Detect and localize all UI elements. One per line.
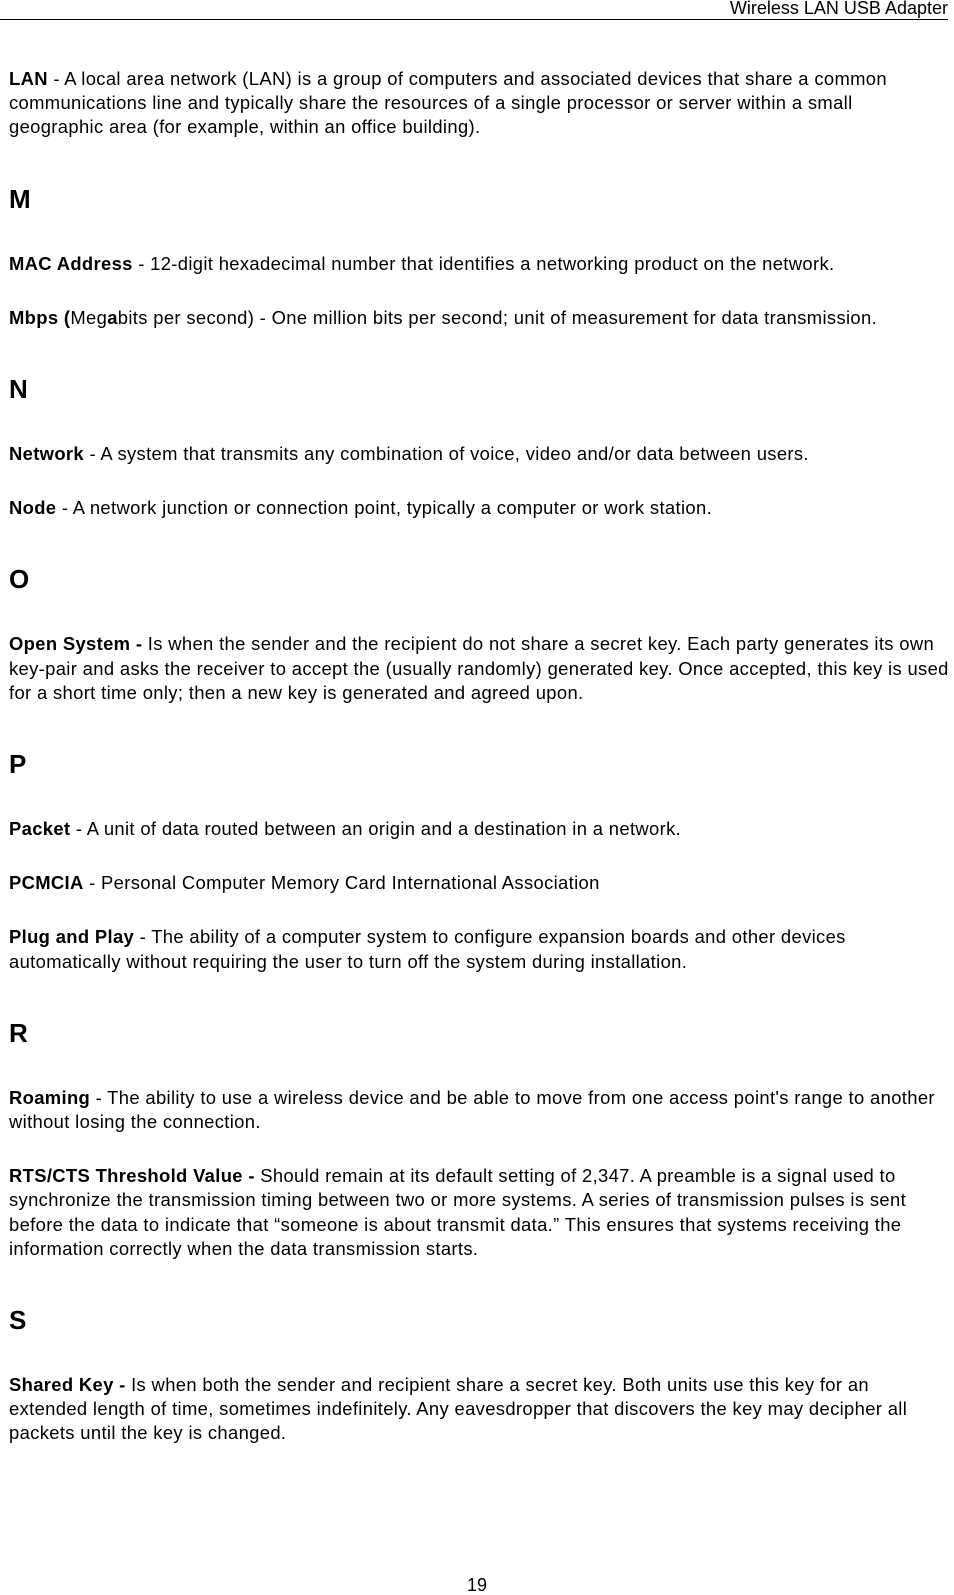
glossary-term: RTS/CTS Threshold Value -	[9, 1165, 261, 1187]
glossary-entry-open-system	[9, 632, 949, 705]
section-letter-p: P	[9, 749, 27, 780]
glossary-term: Plug and Play	[9, 926, 135, 948]
section-letter-n: N	[9, 374, 29, 405]
section-letter-s: S	[9, 1305, 27, 1336]
glossary-entry-network	[9, 442, 949, 466]
glossary-entry-node	[9, 496, 949, 520]
glossary-content	[9, 67, 949, 1476]
glossary-term: Packet	[9, 818, 71, 840]
glossary-definition: - A local area network (LAN) is a group of computers and associated devices that share a common communications line and typically share the resources of a single processor or server within a small geographic area (for example, within an office building).	[9, 68, 887, 138]
glossary-definition: - A network junction or connection point, typically a computer or work station.	[56, 497, 713, 519]
glossary-entry-mbps	[9, 306, 949, 330]
glossary-term: Shared Key -	[9, 1374, 132, 1396]
section-letter-m: M	[9, 183, 32, 214]
glossary-definition: bits per second) - One million bits per second; unit of measurement for data transmission.	[117, 306, 878, 328]
glossary-term: Open System -	[9, 633, 148, 655]
glossary-entry-rts-cts-threshold	[9, 1164, 949, 1261]
glossary-entry-packet	[9, 817, 949, 841]
section-letter-o: O	[9, 564, 30, 595]
glossary-definition: - Personal Computer Memory Card International Association	[83, 872, 600, 894]
section-letter-r: R	[9, 1017, 29, 1048]
glossary-entry-pcmcia	[9, 871, 949, 895]
glossary-entry-lan	[9, 67, 949, 140]
glossary-definition: - The ability to use a wireless device and be able to move from one access point's range to another without losing the connection.	[9, 1086, 935, 1133]
glossary-definition: Is when the sender and the recipient do not share a secret key. Each party generates its own key-pair and asks the receiver to accept the (usually randomly) generated key. Once accepted, this key is used for a short time only; then a new key is generated and agreed upon.	[9, 633, 949, 703]
glossary-term: LAN	[9, 68, 48, 89]
glossary-term: Node	[9, 497, 57, 519]
glossary-term: Roaming	[9, 1086, 91, 1108]
glossary-term-part: a	[107, 306, 118, 328]
glossary-entry-roaming	[9, 1086, 949, 1134]
glossary-definition: Is when both the sender and recipient share a secret key. Both units use this key for an extended length of time, sometimes indefinitely. Any eavesdropper that discovers the key may decipher all packets until the key is changed.	[9, 1374, 908, 1444]
running-header	[0, 0, 948, 20]
glossary-definition: - A unit of data routed between an origin and a destination in a network.	[70, 818, 682, 840]
document-title: Wireless LAN USB Adapter	[729, 0, 948, 18]
glossary-definition: Should remain at its default setting of 2,347. A preamble is a signal used to synchronize the transmission timing between two or more systems. A series of transmission pulses is sent before the data to indicate that “someone is about transmit data.” This ensures that systems receiving the information correctly when the data transmission starts.	[9, 1165, 907, 1259]
glossary-definition: - A system that transmits any combination of voice, video and/or data between users.	[84, 443, 809, 465]
glossary-term: Mbps (	[9, 306, 71, 328]
glossary-term-part: Meg	[70, 306, 108, 328]
glossary-term: MAC Address	[9, 252, 133, 274]
glossary-entry-plug-and-play	[9, 925, 949, 973]
page-number: 19	[466, 1575, 488, 1595]
glossary-definition: - The ability of a computer system to configure expansion boards and other devices automatically without requiring the user to turn off the system during installation.	[9, 926, 846, 972]
glossary-entry-mac-address	[9, 252, 949, 276]
glossary-definition: - 12-digit hexadecimal number that identifies a networking product on the network.	[132, 252, 835, 274]
glossary-term: Network	[9, 443, 85, 465]
glossary-term: PCMCIA	[9, 872, 84, 894]
glossary-entry-shared-key	[9, 1373, 949, 1446]
